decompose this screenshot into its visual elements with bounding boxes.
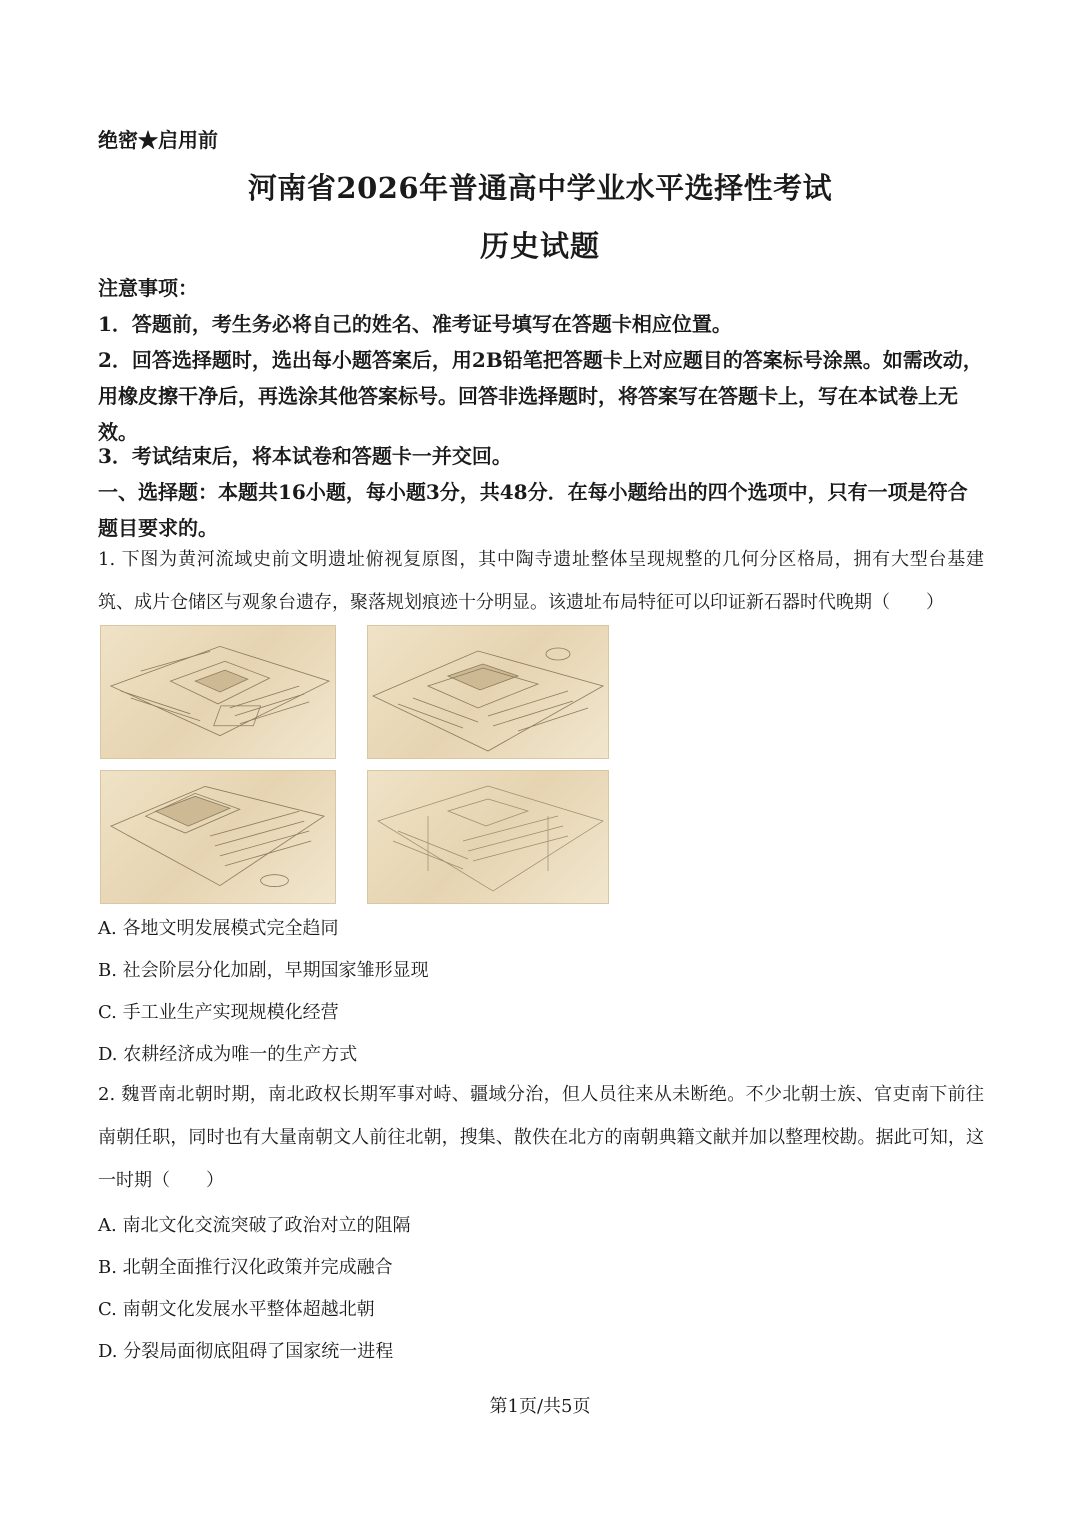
exam-subject: 历史试题 xyxy=(479,229,600,263)
notice-heading: 注意事项： xyxy=(98,276,198,300)
site-sketch-2-drawing xyxy=(368,626,608,758)
site-reconstruction-figures xyxy=(100,625,610,903)
site-sketch-3 xyxy=(100,770,336,904)
question-2-option-a: A. 南北文化交流突破了政治对立的阻隔 xyxy=(98,1215,411,1236)
notice-item: 1．答题前，考生务必将自己的姓名、准考证号填写在答题卡相应位置。 xyxy=(98,312,732,336)
site-sketch-4-drawing xyxy=(368,771,608,903)
question-1-option-b: B. 社会阶层分化加剧，早期国家雏形显现 xyxy=(98,960,429,981)
secret-mark: 绝密★启用前 xyxy=(98,128,218,152)
question-1-option-c: C. 手工业生产实现规模化经营 xyxy=(98,1002,339,1023)
site-sketch-4 xyxy=(367,770,609,904)
question-2-option-c: C. 南朝文化发展水平整体超越北朝 xyxy=(98,1299,375,1320)
question-1-stem: 1. 下图为黄河流域史前文明遗址俯视复原图，其中陶寺遗址整体呈现规整的几何分区格局，拥有大型台基建筑、成片仓储区与观象台遗存，聚落规划痕迹十分明显。该遗址布局特征可以印证新石器时代晚期（ ） xyxy=(98,549,984,613)
page-number: 第1页/共5页 xyxy=(489,1396,591,1417)
question-2-option-b: B. 北朝全面推行汉化政策并完成融合 xyxy=(98,1257,393,1278)
notice-item: 3．考试结束后，将本试卷和答题卡一并交回。 xyxy=(98,444,512,468)
site-sketch-1-drawing xyxy=(101,626,335,758)
question-1-option-a: A. 各地文明发展模式完全趋同 xyxy=(98,918,339,939)
site-sketch-1 xyxy=(100,625,336,759)
question-2-option-d: D. 分裂局面彻底阻碍了国家统一进程 xyxy=(98,1341,394,1362)
section-heading: 一、选择题：本题共16小题，每小题3分，共48分．在每小题给出的四个选项中，只有一项是符合题目要求的。 xyxy=(98,480,968,540)
site-sketch-2 xyxy=(367,625,609,759)
question-1-option-d: D. 农耕经济成为唯一的生产方式 xyxy=(98,1044,358,1065)
question-2-stem: 2. 魏晋南北朝时期，南北政权长期军事对峙、疆域分治，但人员往来从未断绝。不少北朝士族、官吏南下前往南朝任职，同时也有大量南朝文人前往北朝，搜集、散佚在北方的南朝典籍文献并加以整理校勘。据此可知，这一时期（ ） xyxy=(98,1084,984,1191)
exam-title: 河南省2026年普通高中学业水平选择性考试 xyxy=(247,171,833,205)
site-sketch-3-drawing xyxy=(101,771,335,903)
notice-item: 2．回答选择题时，选出每小题答案后，用2B铅笔把答题卡上对应题目的答案标号涂黑。如需改动，用橡皮擦干净后，再选涂其他答案标号。回答非选择题时，将答案写在答题卡上，写在本试卷上无效。 xyxy=(98,348,983,444)
